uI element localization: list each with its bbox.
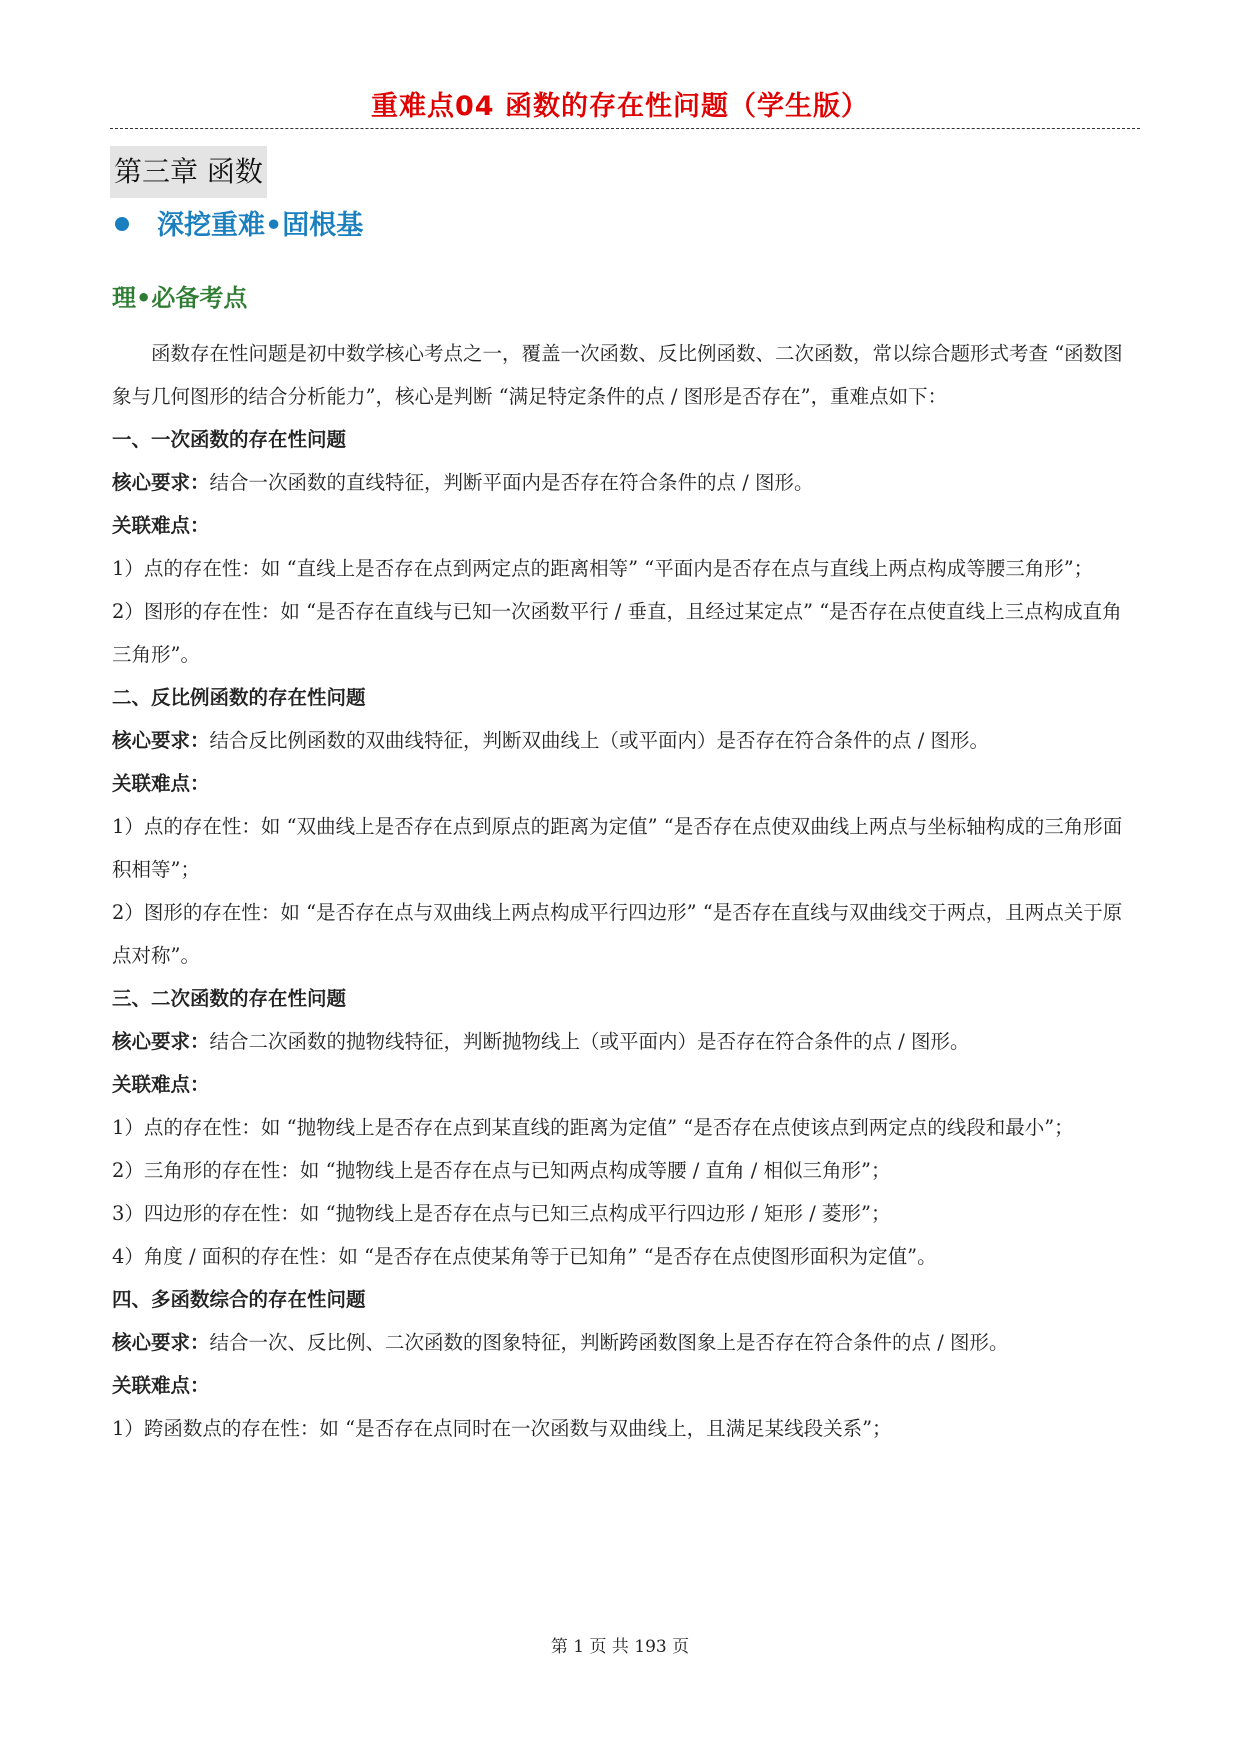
core-requirement <box>112 719 1130 762</box>
part-heading: 一、一次函数的存在性问题 <box>112 428 347 451</box>
document-body <box>112 332 1130 1450</box>
bullet-dot-icon <box>115 217 129 231</box>
list-item: 2）三角形的存在性：如 “抛物线上是否存在点与已知两点构成等腰 / 直角 / 相似三角形”； <box>112 1159 891 1182</box>
list-item: 1）点的存在性：如 “双曲线上是否存在点到原点的距离为定值” “是否存在点使双曲线上两点与坐标轴构成的三角形面积相等”； <box>112 815 1123 881</box>
list-item: 3）四边形的存在性：如 “抛物线上是否存在点与已知三点构成平行四边形 / 矩形 / 菱形”； <box>112 1202 891 1225</box>
core-label: 核心要求： <box>112 471 210 494</box>
core-text: 结合一次、反比例、二次函数的图象特征，判断跨函数图象上是否存在符合条件的点 / 图形。 <box>209 1331 1009 1354</box>
core-text: 结合反比例函数的双曲线特征，判断双曲线上（或平面内）是否存在符合条件的点 / 图形。 <box>209 729 989 752</box>
core-text: 结合一次函数的直线特征，判断平面内是否存在符合条件的点 / 图形。 <box>209 471 814 494</box>
list-item: 4）角度 / 面积的存在性：如 “是否存在点使某角等于已知角” “是否存在点使图形面积为定值”。 <box>112 1245 937 1268</box>
related-label: 关联难点： <box>112 514 210 537</box>
section-heading <box>115 206 363 246</box>
core-label: 核心要求： <box>112 1331 210 1354</box>
list-item: 1）点的存在性：如 “直线上是否存在点到两定点的距离相等” “平面内是否存在点与直线上两点构成等腰三角形”； <box>112 557 1094 580</box>
part-heading: 四、多函数综合的存在性问题 <box>112 1288 366 1311</box>
chapter-label: 第三章 函数 <box>110 146 267 198</box>
list-item: 2）图形的存在性：如 “是否存在直线与已知一次函数平行 / 垂直，且经过某定点” “是否存在点使直线上三点构成直角三角形”。 <box>112 600 1122 666</box>
section-heading-text: 深挖重难•固根基 <box>157 210 364 241</box>
core-text: 结合二次函数的抛物线特征，判断抛物线上（或平面内）是否存在符合条件的点 / 图形。 <box>209 1030 970 1053</box>
core-label: 核心要求： <box>112 729 210 752</box>
core-requirement <box>112 461 1130 504</box>
intro-paragraph: 函数存在性问题是初中数学核心考点之一，覆盖一次函数、反比例函数、二次函数，常以综合题形式考查 “函数图象与几何图形的结合分析能力”，核心是判断 “满足特定条件的点 / 图形是否存在”，重难点如下： <box>112 342 1123 408</box>
list-item: 2）图形的存在性：如 “是否存在点与双曲线上两点构成平行四边形” “是否存在直线与双曲线交于两点，且两点关于原点对称”。 <box>112 901 1123 967</box>
list-item: 1）跨函数点的存在性：如 “是否存在点同时在一次函数与双曲线上，且满足某线段关系”； <box>112 1417 892 1440</box>
page-number: 第 1 页 共 193 页 <box>550 1637 690 1657</box>
related-label: 关联难点： <box>112 1374 210 1397</box>
core-requirement <box>112 1020 1130 1063</box>
part-heading: 二、反比例函数的存在性问题 <box>112 686 366 709</box>
related-label: 关联难点： <box>112 1073 210 1096</box>
subsection-heading: 理•必备考点 <box>112 284 248 312</box>
core-requirement <box>112 1321 1130 1364</box>
related-label: 关联难点： <box>112 772 210 795</box>
page-header-title: 重难点04 函数的存在性问题（学生版） <box>371 91 869 122</box>
core-label: 核心要求： <box>112 1030 210 1053</box>
part-heading: 三、二次函数的存在性问题 <box>112 987 347 1010</box>
header-divider <box>110 128 1140 129</box>
list-item: 1）点的存在性：如 “抛物线上是否存在点到某直线的距离为定值” “是否存在点使该点到两定点的线段和最小”； <box>112 1116 1074 1139</box>
